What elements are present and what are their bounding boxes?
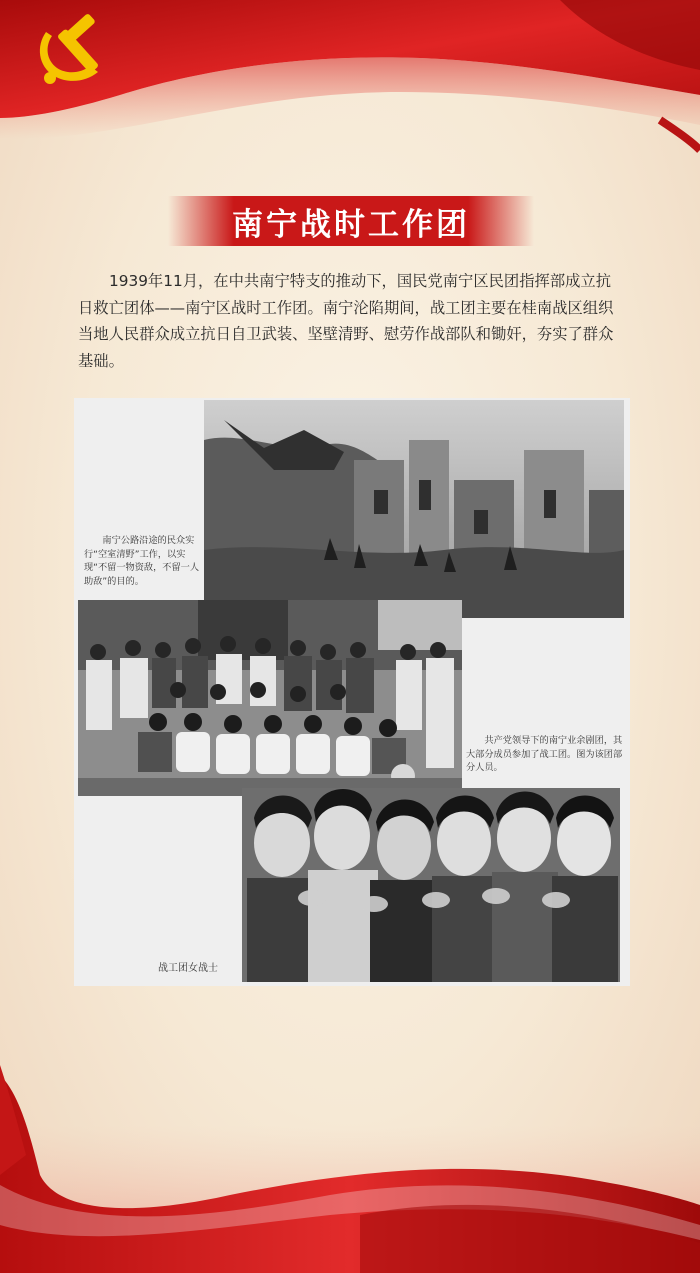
caption-ruins: 南宁公路沿途的民众实行“空室清野”工作，以实现“不留一物资敌，不留一人助敌”的目的。 bbox=[84, 535, 200, 587]
hammer-and-sickle-icon bbox=[28, 12, 124, 92]
photo-troupe bbox=[78, 600, 462, 796]
photo-female-soldiers bbox=[242, 788, 620, 982]
bottom-ribbon-decoration bbox=[0, 1065, 700, 1273]
intro-paragraph bbox=[78, 268, 626, 374]
photo-panel bbox=[74, 398, 630, 986]
photo-ruins bbox=[204, 400, 624, 618]
page-title: 南宁战时工作团 bbox=[232, 206, 470, 243]
intro-text: 1939年11月，在中共南宁特支的推动下，国民党南宁区民团指挥部成立抗日救亡团体——南宁区战时工作团。南宁沦陷期间，战工团主要在桂南战区组织当地人民群众成立抗日自卫武装、坚壁清野、慰劳作战部队和锄奸，夯实了群众基础。 bbox=[78, 272, 614, 370]
caption-troupe: 共产党领导下的南宁业余剧团，其大部分成员参加了战工团。图为该团部分人员。 bbox=[466, 735, 623, 773]
title-banner bbox=[168, 196, 534, 246]
caption-female-soldiers: 战工团女战士 bbox=[158, 963, 218, 974]
